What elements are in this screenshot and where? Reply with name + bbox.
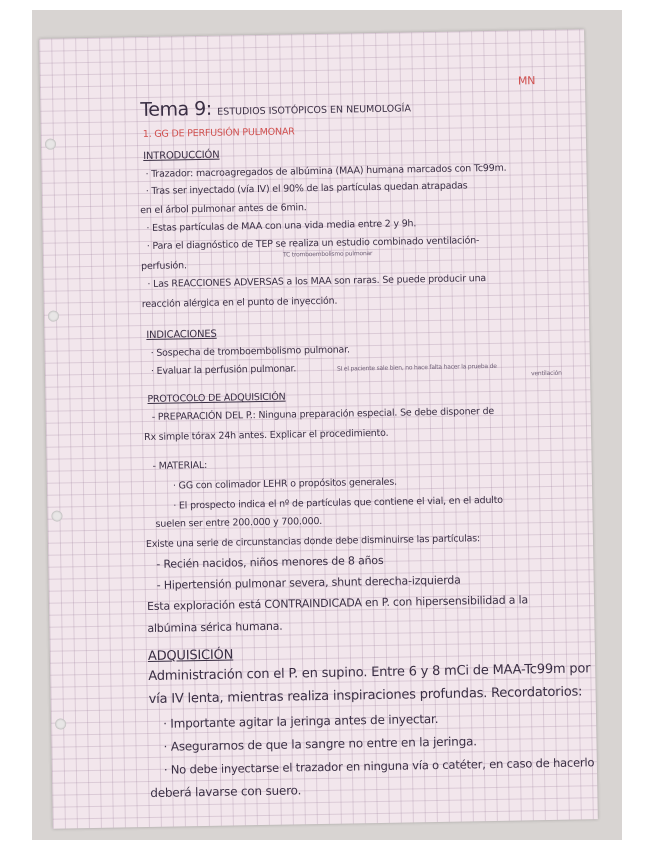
text-line: · Para el diagnóstico de TEP se realiza un estudio combinado ventilación- [146,235,480,252]
text-line: - PREPARACIÓN DEL P.: Ninguna preparación especial. Se debe disponer de [151,405,495,423]
punch-hole [55,718,66,729]
text-line: · Asegurarnos de que la sangre no entre en la jeringa. [163,734,477,754]
text-line: · El prospecto indica el nº de partículas que contiene el vial, en el adulto [173,494,503,512]
author-initials: MN [517,74,536,88]
punch-hole [48,311,59,322]
text-line: perfusión. [141,260,187,273]
annotation-note: SI el paciente sale bien, no hace falta hacer la prueba de [336,362,497,373]
text-line: · Estas partículas de MAA con una vida media entre 2 y 9h. [146,218,417,234]
text-line: - MATERIAL: [152,459,208,472]
text-line: Administración con el P. en supino. Entre 6 y 8 mCi de MAA-Tc99m por [148,661,591,685]
text-line: Esta exploración está CONTRAINDICADA en P. con hipersensibilidad a la [146,593,529,614]
punch-hole [51,510,62,521]
text-line: Existe una serie de circunstancias donde debe disminuirse las partículas: [145,533,481,551]
annotation-note: TC tromboembolismo pulmonar [282,250,373,259]
page-title [140,94,411,121]
section-title: 1. GG DE PERFUSIÓN PULMONAR [142,126,295,141]
text-line: deberá lavarse con suero. [150,783,302,800]
heading-indicaciones: INDICACIONES [146,328,217,341]
text-line: albúmina sérica humana. [147,619,283,636]
title-main: Tema 9: [140,97,212,122]
text-line: · Las REACCIONES ADVERSAS a los MAA son raras. Se puede producir una [147,273,487,290]
text-line: · Tras ser inyectado (vía IV) el 90% de las partículas quedan atrapadas [145,180,468,197]
title-subtitle: ESTUDIOS ISOTÓPICOS EN NEUMOLOGÍA [217,103,412,118]
heading-adquisicion: ADQUISICIÓN [147,647,234,665]
text-line: · Sospecha de tromboembolismo pulmonar. [150,344,350,359]
photo-background [32,10,622,840]
text-line: · No debe inyectarse el trazador en ninguna vía o catéter, en caso de hacerlo [163,755,595,777]
text-line: · Importante agitar la jeringa antes de inyectar. [162,711,439,731]
text-line: · Trazador: macroagregados de albúmina (MAA) humana marcados con Tc99m. [145,162,507,180]
text-line: reacción alérgica en el punto de inyección. [141,295,338,311]
text-line: - Recién nacidos, niños menores de 8 años [156,553,384,571]
text-line: · Evaluar la perfusión pulmonar. [150,363,297,377]
notebook-page [39,29,598,828]
heading-protocolo: PROTOCOLO DE ADQUISICIÓN [147,391,286,405]
heading-introduccion: INTRODUCCIÓN [143,149,220,163]
text-line: suelen ser entre 200.000 y 700.000. [155,515,323,530]
punch-hole [45,139,56,150]
text-line: vía IV lenta, mientras realiza inspiraciones profundas. Recordatorios: [148,684,583,708]
text-line: en el árbol pulmonar antes de 6min. [140,202,307,217]
annotation-note: ventilación [531,369,562,378]
text-line: Rx simple tórax 24h antes. Explicar el procedimiento. [144,427,389,444]
text-line: - Hipertensión pulmonar severa, shunt derecha-izquierda [156,573,461,592]
text-line: · GG con colimador LEHR o propósitos generales. [172,476,397,492]
